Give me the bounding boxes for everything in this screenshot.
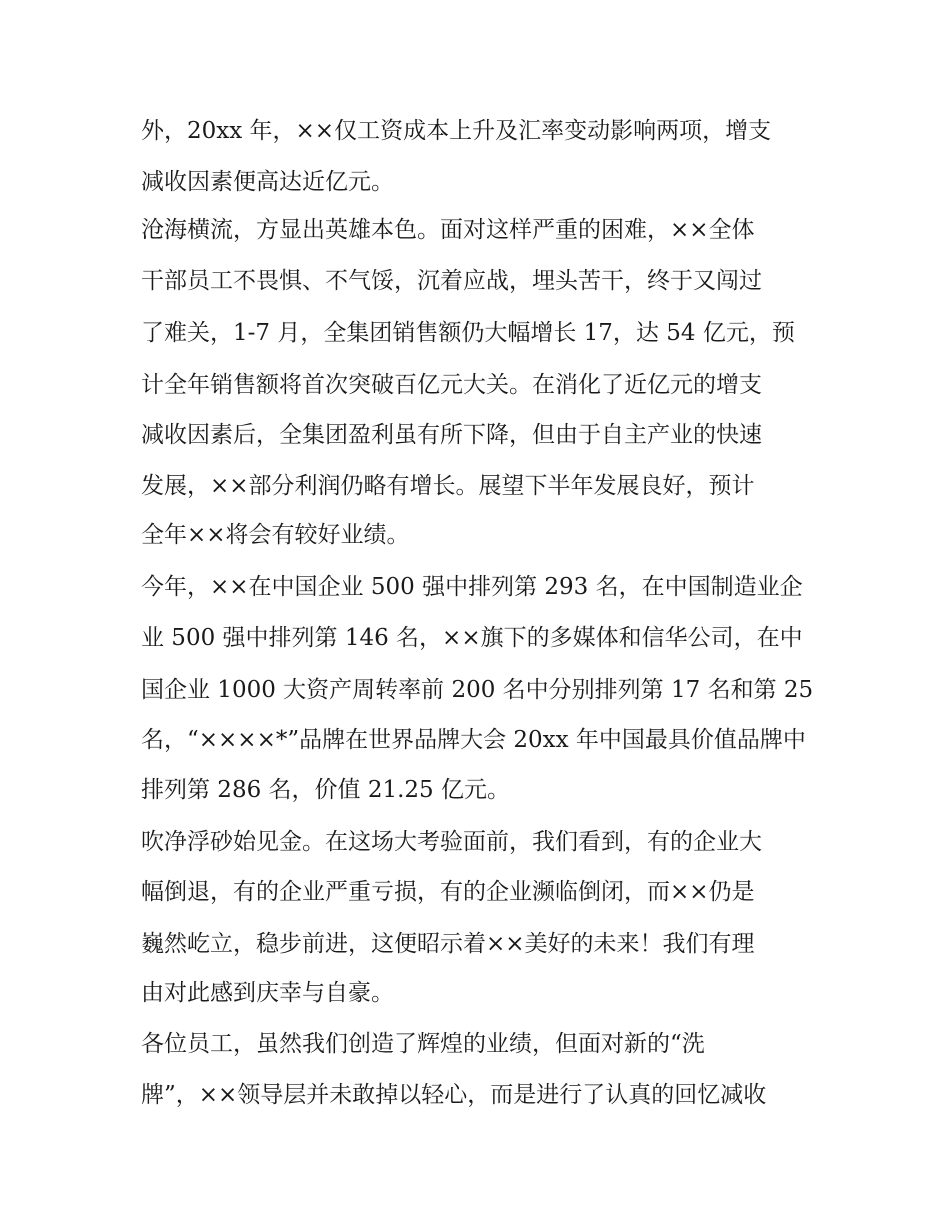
- text-line: 幅倒退，有的企业严重亏损，有的企业濒临倒闭，而××仍是: [141, 879, 755, 905]
- text-line: 国企业 1000 大资产周转率前 200 名中分别排列第 17 名和第 25: [141, 677, 814, 703]
- text-line: 计全年销售额将首次突破百亿元大关。在消化了近亿元的增支: [141, 372, 762, 398]
- text-line: 排列第 286 名，价值 21.25 亿元。: [141, 777, 510, 803]
- text-line: 名，“××××*”品牌在世界品牌大会 20xx 年中国最具价值品牌中: [141, 727, 806, 753]
- text-line: 发展，××部分利润仍略有增长。展望下半年发展良好，预计: [141, 473, 755, 499]
- text-line: 减收因素便高达近亿元。: [141, 169, 394, 195]
- text-line: 巍然屹立，稳步前进，这便昭示着××美好的未来！我们有理: [141, 931, 755, 957]
- text-line: 今年，××在中国企业 500 强中排列第 293 名，在中国制造业企: [141, 574, 803, 600]
- text-line: 减收因素后，全集团盈利虽有所下降，但由于自主产业的快速: [141, 422, 762, 448]
- text-line: 各位员工，虽然我们创造了辉煌的业绩，但面对新的“洗: [141, 1031, 705, 1057]
- text-line: 牌”，××领导层并未敢掉以轻心，而是进行了认真的回忆减收: [141, 1082, 767, 1108]
- text-line: 外，20xx 年，××仅工资成本上升及汇率变动影响两项，增支: [141, 118, 772, 144]
- text-line: 业 500 强中排列第 146 名，××旗下的多媒体和信华公司，在中: [141, 625, 803, 651]
- text-line: 全年××将会有较好业绩。: [141, 522, 410, 548]
- text-line: 沧海横流，方显出英雄本色。面对这样严重的困难，××全体: [141, 217, 755, 243]
- text-line: 了难关，1-7 月，全集团销售额仍大幅增长 17，达 54 亿元，预: [141, 320, 795, 346]
- text-line: 干部员工不畏惧、不气馁，沉着应战，埋头苦干，终于又闯过: [141, 268, 762, 294]
- text-line: 吹净浮砂始见金。在这场大考验面前，我们看到，有的企业大: [141, 829, 762, 855]
- text-line: 由对此感到庆幸与自豪。: [141, 980, 394, 1006]
